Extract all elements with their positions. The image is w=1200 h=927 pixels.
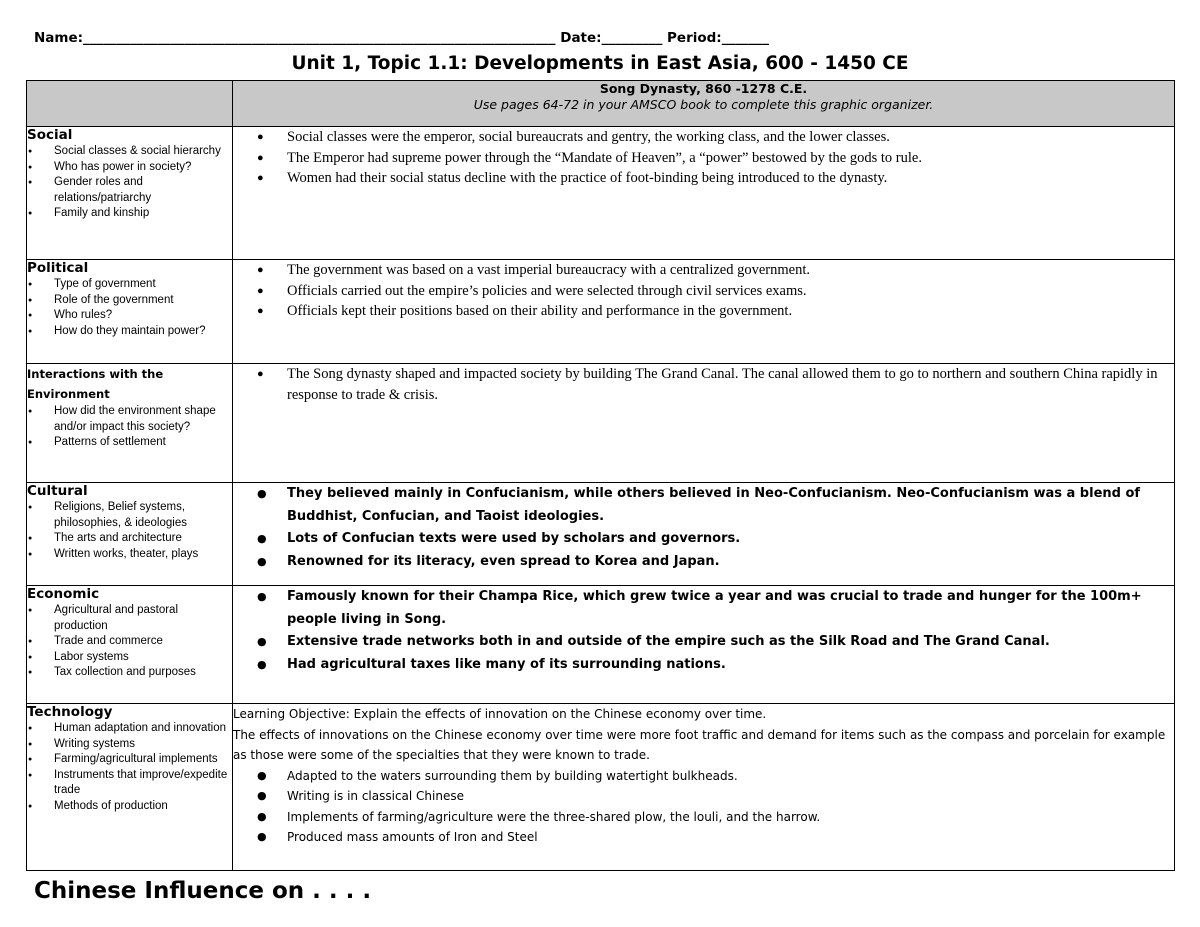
row-political bbox=[27, 260, 1175, 364]
answers-economic bbox=[233, 586, 1174, 676]
category-economic: Economic bbox=[27, 586, 100, 602]
question-item: ● Who has power in society? bbox=[54, 160, 232, 176]
category-environment: Interactions with the Environment bbox=[27, 367, 164, 401]
question-item: ● The arts and architecture bbox=[54, 531, 232, 547]
answers-cultural bbox=[233, 483, 1174, 573]
answer-item: ● Implements of farming/agriculture were the three-shared plow, the louli, and the harrow. bbox=[287, 807, 1174, 828]
guiding-questions-social bbox=[27, 144, 232, 222]
learning-objective: Learning Objective: Explain the effects of innovation on the Chinese economy over time. bbox=[233, 707, 767, 721]
question-item: ● Religions, Belief systems, philosophies, & ideologies bbox=[54, 500, 232, 531]
answer-cell-cultural[interactable] bbox=[233, 483, 1175, 586]
answer-item: ● Produced mass amounts of Iron and Steel bbox=[287, 827, 1174, 848]
question-item: ● How do they maintain power? bbox=[54, 324, 232, 340]
category-cultural: Cultural bbox=[27, 483, 88, 499]
answer-item: ● Officials kept their positions based on their ability and performance in the government. bbox=[287, 301, 1174, 322]
dynasty-title: Song Dynasty, 860 -1278 C.E. bbox=[599, 81, 808, 96]
question-item: ● Methods of production bbox=[54, 799, 232, 815]
answer-item: ● Famously known for their Champa Rice, which grew twice a year and was crucial to trade and hunger for the 100m+ people living in Song. bbox=[287, 586, 1174, 631]
guiding-questions-political bbox=[27, 277, 232, 339]
question-item: ● Instruments that improve/expedite trade bbox=[54, 768, 232, 799]
technology-intro: The effects of innovations on the Chinese economy over time were more foot traffic and demand for items such as the compass and porcelain for example as those were some of the specialties that they were known to trade. bbox=[233, 727, 1166, 762]
header-dynasty-cell bbox=[233, 81, 1175, 127]
answer-cell-environment[interactable] bbox=[233, 364, 1175, 483]
question-item: ● Patterns of settlement bbox=[54, 435, 232, 451]
name-blank[interactable]: ______________________________________________________________________ bbox=[83, 30, 556, 46]
guiding-questions-economic bbox=[27, 603, 232, 681]
answer-item: ● The Emperor had supreme power through the “Mandate of Heaven”, a “power” bestowed by the gods to rule. bbox=[287, 148, 1174, 169]
page-title: Unit 1, Topic 1.1: Developments in East Asia, 600 - 1450 CE bbox=[291, 53, 909, 74]
category-cell-cultural bbox=[27, 483, 233, 586]
date-blank[interactable]: _________ bbox=[601, 30, 663, 46]
answer-item: ● Had agricultural taxes like many of its surrounding nations. bbox=[287, 654, 1174, 677]
answer-cell-political[interactable] bbox=[233, 260, 1175, 364]
answer-item: ● The Song dynasty shaped and impacted society by building The Grand Canal. The canal allowed them to go to northern and southern China rapidly in response to trade & crisis. bbox=[287, 364, 1174, 405]
answer-item: ● Extensive trade networks both in and outside of the empire such as the Silk Road and The Grand Canal. bbox=[287, 631, 1174, 654]
category-cell-social bbox=[27, 127, 233, 260]
category-political: Political bbox=[27, 260, 89, 276]
row-economic bbox=[27, 586, 1175, 704]
question-item: ● Written works, theater, plays bbox=[54, 547, 232, 563]
answer-item: ● They believed mainly in Confucianism, while others believed in Neo-Confucianism. Neo-Confucianism was a blend of Buddhist, Confucian, and Taoist ideologies. bbox=[287, 483, 1174, 528]
question-item: ● How did the environment shape and/or impact this society? bbox=[54, 404, 232, 435]
guiding-questions-environment bbox=[27, 404, 232, 451]
question-item: ● Human adaptation and innovation bbox=[54, 721, 232, 737]
answers-political bbox=[233, 260, 1174, 322]
category-technology: Technology bbox=[27, 704, 113, 720]
question-item: ● Agricultural and pastoral production bbox=[54, 603, 232, 634]
answer-item: ● Lots of Confucian texts were used by scholars and governors. bbox=[287, 528, 1174, 551]
answer-item: ● Social classes were the emperor, social bureaucrats and gentry, the working class, and the lower classes. bbox=[287, 127, 1174, 148]
row-technology bbox=[27, 704, 1175, 871]
period-label: Period: bbox=[667, 30, 722, 46]
question-item: ● Writing systems bbox=[54, 737, 232, 753]
footer-heading: Chinese Influence on . . . . bbox=[34, 878, 372, 904]
name-date-period-line bbox=[34, 30, 1174, 52]
question-item: ● Farming/agricultural implements bbox=[54, 752, 232, 768]
answers-technology bbox=[233, 766, 1174, 848]
guiding-questions-cultural bbox=[27, 500, 232, 562]
category-social: Social bbox=[27, 127, 73, 143]
date-label: Date: bbox=[560, 30, 602, 46]
category-cell-political bbox=[27, 260, 233, 364]
answers-social bbox=[233, 127, 1174, 189]
question-item: ● Family and kinship bbox=[54, 206, 232, 222]
question-item: ● Who rules? bbox=[54, 308, 232, 324]
answer-cell-technology[interactable] bbox=[233, 704, 1175, 871]
category-cell-economic bbox=[27, 586, 233, 704]
row-social bbox=[27, 127, 1175, 260]
dynasty-instructions: Use pages 64-72 in your AMSCO book to complete this graphic organizer. bbox=[473, 97, 934, 112]
answer-item: ● Renowned for its literacy, even spread to Korea and Japan. bbox=[287, 551, 1174, 574]
question-item: ● Tax collection and purposes bbox=[54, 665, 232, 681]
header-empty-cell bbox=[27, 81, 233, 127]
row-environment bbox=[27, 364, 1175, 483]
graphic-organizer-table bbox=[26, 80, 1175, 871]
question-item: ● Role of the government bbox=[54, 293, 232, 309]
answer-item: ● Officials carried out the empire’s policies and were selected through civil services exams. bbox=[287, 281, 1174, 302]
question-item: ● Labor systems bbox=[54, 650, 232, 666]
guiding-questions-technology bbox=[27, 721, 232, 814]
name-label: Name: bbox=[34, 30, 84, 46]
question-item: ● Type of government bbox=[54, 277, 232, 293]
answer-cell-social[interactable] bbox=[233, 127, 1175, 260]
question-item: ● Social classes & social hierarchy bbox=[54, 144, 232, 160]
answer-item: ● Writing is in classical Chinese bbox=[287, 786, 1174, 807]
row-cultural bbox=[27, 483, 1175, 586]
category-cell-technology bbox=[27, 704, 233, 871]
period-blank[interactable]: _______ bbox=[721, 30, 769, 46]
answer-item: ● The government was based on a vast imperial bureaucracy with a centralized government. bbox=[287, 260, 1174, 281]
answers-environment bbox=[233, 364, 1174, 405]
category-cell-environment bbox=[27, 364, 233, 483]
answer-item: ● Women had their social status decline with the practice of foot-binding being introduced to the dynasty. bbox=[287, 168, 1174, 189]
header-row bbox=[27, 81, 1175, 127]
question-item: ● Trade and commerce bbox=[54, 634, 232, 650]
answer-item: ● Adapted to the waters surrounding them by building watertight bulkheads. bbox=[287, 766, 1174, 787]
question-item: ● Gender roles and relations/patriarchy bbox=[54, 175, 232, 206]
answer-cell-economic[interactable] bbox=[233, 586, 1175, 704]
